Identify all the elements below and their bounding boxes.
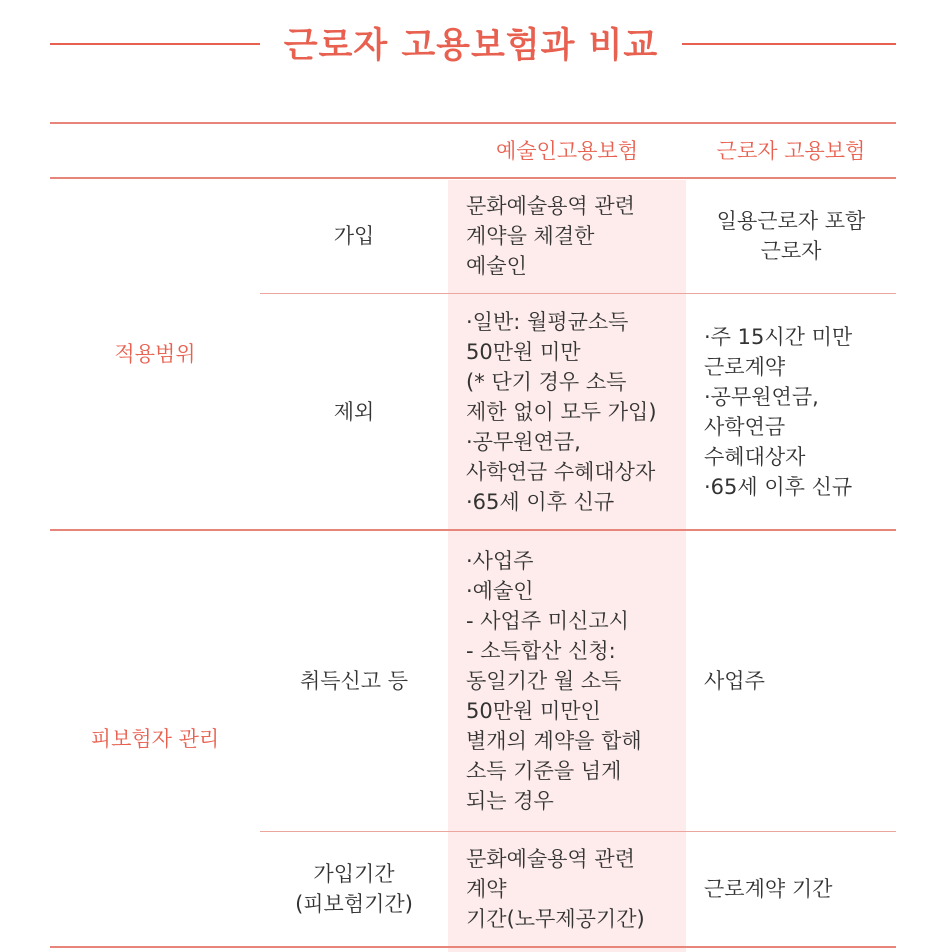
header-worker-insurance: 근로자 고용보험 (716, 138, 866, 163)
title-banner (0, 0, 940, 90)
row-label-join: 가입 (333, 224, 375, 248)
row-label-coverage-period: 가입기간 (피보험기간) (295, 862, 413, 916)
row-label-exclusion: 제외 (333, 399, 375, 424)
category-coverage: 적용범위 (114, 342, 196, 366)
cell-period-worker: 근로계약 기간 (704, 877, 833, 901)
cell-acquisition-artist: ·사업주 ·예술인 - 사업주 미신고시 - 소득합산 신청: 동일기간 월 소득 50만원 미만인 별개의 계약을 합해 소득 기준을 넘게 되는 경우 (466, 549, 642, 813)
category-insured-management: 피보험자 관리 (90, 726, 220, 751)
row-label-acquisition-report: 취득신고 등 (299, 669, 409, 693)
cell-exclusion-worker: ·주 15시간 미만 근로계약 ·공무원연금, 사학연금 수혜대상자 ·65세 이후 신규 (704, 324, 853, 499)
cell-exclusion-artist: ·일반: 월평균소득 50만원 미만 (* 단기 경우 소득 제한 없이 모두 가입) ·공무원연금, 사학연금 수혜대상자 ·65세 이후 신규 (466, 309, 657, 514)
page-title: 근로자 고용보험과 비교 (283, 26, 659, 66)
title-rule-left (50, 43, 260, 45)
table-bottom-rule (50, 946, 896, 948)
cell-join-artist: 문화예술용역 관련 계약을 체결한 예술인 (466, 194, 635, 278)
title-rule-right (682, 43, 896, 45)
cell-period-artist: 문화예술용역 관련 계약 기간(노무제공기간) (466, 847, 645, 931)
cell-acquisition-worker: 사업주 (704, 669, 765, 693)
header-artist-insurance: 예술인고용보험 (495, 138, 638, 163)
cell-join-worker: 일용근로자 포함 근로자 (716, 209, 866, 263)
